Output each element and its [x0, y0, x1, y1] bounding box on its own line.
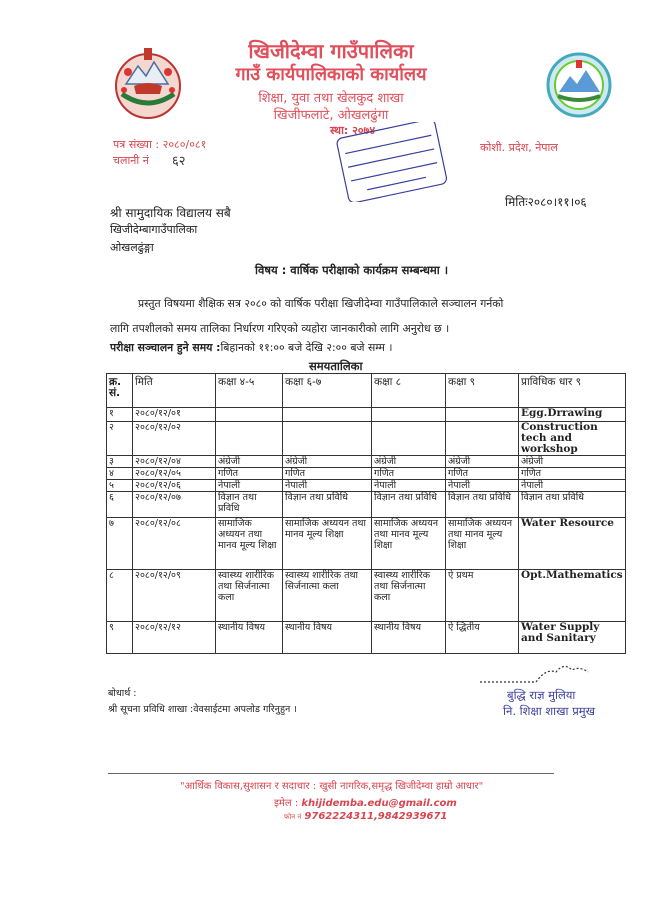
cell: नेपाली: [519, 480, 626, 492]
table-row: [107, 468, 626, 480]
header-technical-9: प्राविधिक धार ९: [519, 374, 626, 408]
body-line2: लागि तपशीलको समय तालिका निर्धारण गरिएको व्यहोरा जानकारीको लागि अनुरोध छ ।: [110, 322, 450, 335]
org-name: खिजीदेम्वा गाउँपालिका: [248, 39, 414, 63]
phone-label: फोन नं: [284, 813, 302, 821]
cell: विज्ञान तथा प्रविधि: [372, 492, 446, 518]
cell: [216, 422, 283, 456]
table-row: [107, 422, 626, 456]
schedule-title: समयतालिका: [309, 359, 363, 373]
cell: अंग्रेजी: [216, 456, 283, 468]
cell: २०८०/१२/०१: [133, 408, 216, 422]
cell: २०८०/१२/०५: [133, 468, 216, 480]
cell: ४: [107, 468, 133, 480]
cell: नेपाली: [216, 480, 283, 492]
signatory-title: नि. शिक्षा शाखा प्रमुख: [503, 704, 596, 718]
header-sn: क्र. सं.: [107, 374, 133, 408]
cell: नेपाली: [372, 480, 446, 492]
header-class-4-5: कक्षा ४-५: [216, 374, 283, 408]
exam-time-value: बिहानको ११:०० बजे देखि २:०० बजे सम्म ।: [220, 341, 393, 354]
table-row: [107, 492, 626, 518]
cell: Egg.Drrawing: [519, 408, 626, 422]
cell: २०८०/१२/०७: [133, 492, 216, 518]
office-name: गाउँ कार्यपालिकाको कार्यालय: [235, 64, 427, 85]
cell: गणित: [283, 468, 372, 480]
recipient-line1: श्री सामुदायिक विद्यालय सबै: [110, 206, 231, 220]
header-class-8: कक्षा ८: [372, 374, 446, 408]
cell: ५: [107, 480, 133, 492]
cell: ८: [107, 570, 133, 622]
cell: अंग्रेजी: [283, 456, 372, 468]
cell: [372, 422, 446, 456]
table-row: [107, 570, 626, 622]
cell: स्थानीय विषय: [283, 622, 372, 654]
bodharth-label: बोधार्थ :: [108, 688, 137, 699]
table-row: [107, 518, 626, 570]
schedule-table: [106, 373, 626, 654]
cell: स्वास्थ्य शारीरिक तथा सिर्जनात्मा कला: [216, 570, 283, 622]
cell: स्वास्थ्य शारीरिक तथा सिर्जनात्मा कला: [283, 570, 372, 622]
footer-motto: "आर्थिक विकास,सुशासन र सदाचार : खुसी नागरिक,समृद्ध खिजीदेम्वा हाम्रो आधार": [180, 781, 484, 792]
email-value[interactable]: khijidemba.edu@gmail.com: [301, 798, 457, 809]
body-line1: प्रस्तुत विषयमा शैक्षिक सत्र २०८० को वार्षिक परीक्षा खिजीदेम्वा गाउँपालिकाले सञ्चालन गर्नको: [138, 297, 504, 310]
subject: विषय : वार्षिक परीक्षाको कार्यक्रम सम्बन्धमा ।: [255, 263, 449, 277]
table-row: [107, 456, 626, 468]
established: स्था: २०७४: [330, 124, 376, 137]
chalani-number: ६२: [172, 154, 186, 169]
cell: २०८०/१२/०६: [133, 480, 216, 492]
cell: गणित: [372, 468, 446, 480]
cell: अंग्रेजी: [446, 456, 519, 468]
province-label: कोशी. प्रदेश, नेपाल: [480, 141, 558, 154]
cell: [446, 408, 519, 422]
email-label: इमेल :: [274, 798, 299, 809]
cell: [283, 408, 372, 422]
table-header-row: [107, 374, 626, 408]
office-stamp-icon: [332, 122, 452, 202]
cell: नेपाली: [283, 480, 372, 492]
cell: सामाजिक अध्ययन तथा मानव मूल्य शिक्षा: [216, 518, 283, 570]
cell: ९: [107, 622, 133, 654]
signatory-name: बुद्धि राज्ञ मुलिया: [507, 688, 576, 702]
cell: १: [107, 408, 133, 422]
address: खिजीफलाटे, ओखलढुंगा: [273, 108, 389, 123]
footer-email: [274, 795, 457, 809]
header-class-6-7: कक्षा ६-७: [283, 374, 372, 408]
cell: स्वास्थ्य शारीरिक तथा सिर्जनात्मा कला: [372, 570, 446, 622]
cell: Water Resource: [519, 518, 626, 570]
cell: सामाजिक अध्ययन तथा मानव मूल्य शिक्षा: [372, 518, 446, 570]
cell: [372, 408, 446, 422]
cell: विज्ञान तथा प्रविधि: [216, 492, 283, 518]
cell: २: [107, 422, 133, 456]
exam-time-label: परीक्षा सञ्चालन हुने समय :: [110, 341, 221, 354]
cell: २०८०/१२/१२: [133, 622, 216, 654]
footer-phone: [284, 811, 447, 822]
header-class-9: कक्षा ९: [446, 374, 519, 408]
cell: अंग्रेजी: [372, 456, 446, 468]
cell: ६: [107, 492, 133, 518]
chalani-label: चलानी नं: [113, 154, 149, 167]
table-row: [107, 408, 626, 422]
phone-value: 9762224311,9842939671: [304, 811, 448, 822]
cell: [216, 408, 283, 422]
cell: अंग्रेजी: [519, 456, 626, 468]
cell: Construction tech and workshop: [519, 422, 626, 456]
cell: [283, 422, 372, 456]
cell: गणित: [446, 468, 519, 480]
cell: २०८०/१२/०९: [133, 570, 216, 622]
cell: ऐ द्धितीय: [446, 622, 519, 654]
recipient-line2: खिजीदेम्बागाउँपालिका: [110, 223, 198, 236]
cell: ३: [107, 456, 133, 468]
cell: विज्ञान तथा प्रविधि: [519, 492, 626, 518]
cell: स्थानीय विषय: [216, 622, 283, 654]
cell: ऐ प्रथम: [446, 570, 519, 622]
date: मितिः२०८०।११।०६: [505, 195, 587, 209]
letter-number: पत्र संख्या : २०८०/०८१: [113, 138, 207, 151]
cell: ७: [107, 518, 133, 570]
cell: विज्ञान तथा प्रविधि: [283, 492, 372, 518]
recipient-line3: ओखलढुंङ्गा: [110, 241, 154, 254]
table-row: [107, 480, 626, 492]
cell: Opt.Mathematics: [519, 570, 626, 622]
cell: गणित: [519, 468, 626, 480]
signature-icon: [476, 658, 596, 688]
cell: गणित: [216, 468, 283, 480]
cell: २०८०/१२/०८: [133, 518, 216, 570]
bodharth-line: श्री सूचना प्रविधि शाखा :वेवसाईटमा अपलोड गरिनुहुन ।: [108, 704, 297, 715]
cell: नेपाली: [446, 480, 519, 492]
cell: Water Supply and Sanitary: [519, 622, 626, 654]
exam-time: [110, 340, 392, 355]
section-name: शिक्षा, युवा तथा खेलकुद शाखा: [258, 91, 404, 106]
cell: २०८०/१२/०४: [133, 456, 216, 468]
footer-divider: [108, 773, 554, 774]
cell: स्थानीय विषय: [372, 622, 446, 654]
cell: [446, 422, 519, 456]
cell: सामाजिक अध्ययन तथा मानव मूल्य शिक्षा: [446, 518, 519, 570]
cell: २०८०/१२/०२: [133, 422, 216, 456]
cell: विज्ञान तथा प्रविधि: [446, 492, 519, 518]
table-row: [107, 622, 626, 654]
cell: सामाजिक अध्ययन तथा मानव मूल्य शिक्षा: [283, 518, 372, 570]
header-date: मिति: [133, 374, 216, 408]
